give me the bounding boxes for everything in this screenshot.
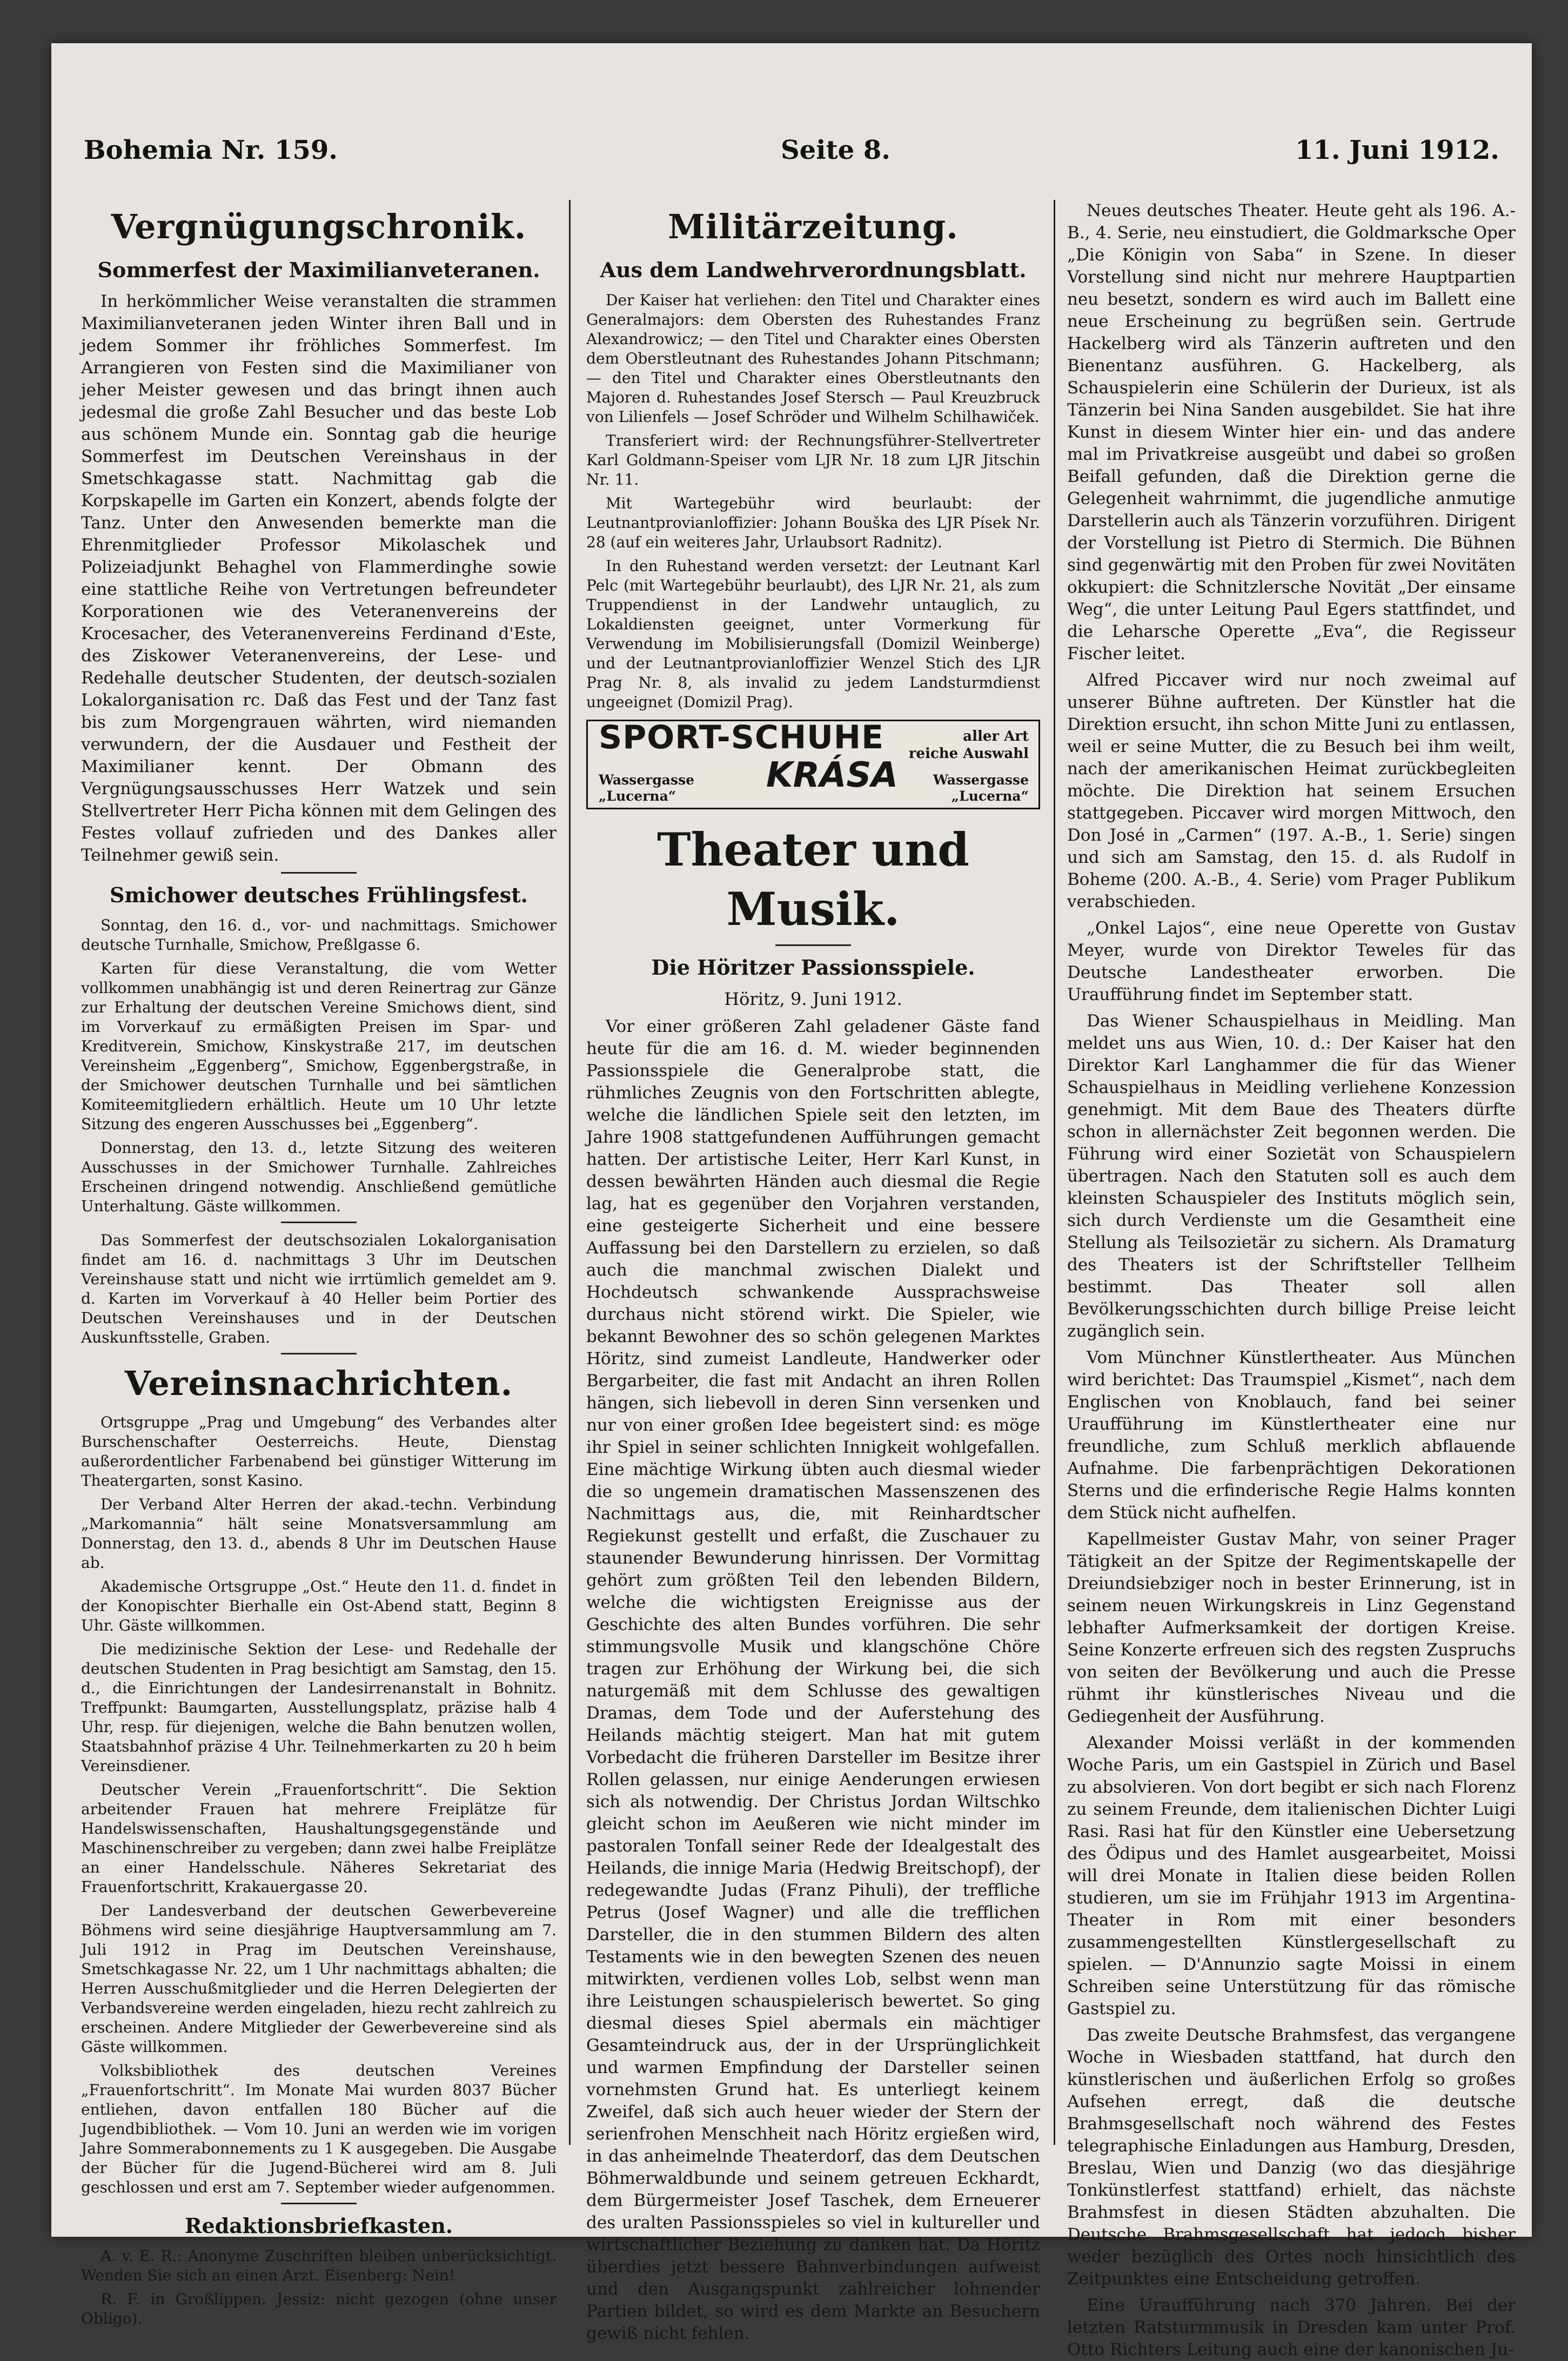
club-notice-1: Ortsgruppe „Prag und Umgebung“ des Verbandes alter Burschenschafter Oesterreichs. Heute, Dienstag außerordentlicher Farbenabend bei günstiger Witterung im Theatergarten, sonst Kasino. [81,1413,557,1490]
military-notice-4: In den Ruhestand werden versetzt: der Leutnant Karl Pelc (mit Wartegebühr beurlaubt), des LJR Nr. 21, als zum Truppendienst in der Landwehr untauglich, zu Lokaldiensten geeignet, unter Vormerkung für Verwendung im Mobilisierungsfall (Domizil Weinberge) und der Leutnantprovianloffizier Wenzel Stich des LJR Prag Nr. 8, als invalid zu jedem Landsturmdienst ungeeignet (Domizil Prag). [586,557,1040,711]
theater-news-7: Alexander Moissi verläßt in der kommenden Woche Paris, um ein Gastspiel in Zürich und Basel zu absolvieren. Von dort begibt er sich nach Florenz zu seinem Freunde, dem italienischen Dichter Luigi Rasi. Rasi hat für den Künstler eine Uebersetzung des Ödipus und des Hamlet ausgearbeitet, Moissi will drei Monate in Italien diese beiden Rollen studieren, um sie im Frühjahr 1913 im Argentina-Theater in Rom mit einer besonders zusammengestellten Künstlergesellschaft zu spielen. — D'Annunzio sagte Moissi in einem Schreiben seine Unterstützung für das römische Gastspiel zu. [1067,1733,1516,2018]
divider [281,872,357,874]
masthead [84,124,1499,173]
section-heading-militaerzeitung: Militärzeitung. [668,207,959,246]
article-heading-landwehr: Aus dem Landwehrverordnungsblatt. [600,258,1027,282]
letterbox-reply-1: A. v. E. R.: Anonyme Zuschriften bleiben unberücksichtigt. Wenden Sie sich an einen Arzt. Eisenberg: Nein! [81,2247,557,2284]
divider [281,1353,357,1354]
article-body-hoeritz: Vor einer größeren Zahl geladener Gäste fand heute für die am 16. d. M. wieder beginnenden Passionsspiele die Generalprobe statt, die rühmliches Zeugnis von den Fortschritten ablegte, welche die ländlichen Spiele seit den letzten, im Jahre 1908 stattgefundenen Aufführungen gemacht hatten. Der artistische Leiter, Herr Karl Kunst, in dessen bewährten Händen auch diesmal die Regie lag, hat es gegenüber den Vorjahren verstanden, eine gesteigerte Sicherheit und eine bessere Auffassung bei den Darstellern zu erzielen, so daß auch die manchmal zwischen Dialekt und Hochdeutsch schwankende Aussprachsweise durchaus nicht störend wirkt. Die Spieler, wie bekannt Bewohner des so schön gelegenen Marktes Höritz, sind zumeist Landleute, Handwerker oder Bergarbeiter, die fast mit Andacht an ihren Rollen hängen, sich liebevoll in deren Sinn versenken und nur von einer großen Idee begeistert sind: es möge ihr Spiel in seiner schlichten Innigkeit wohlgefallen. Eine mächtige Wirkung übten auch diesmal wieder die so ungemein dramatischen Massenszenen des Nachmittags aus, die, mit Reinhardtscher Regiekunst gestellt und erfaßt, die Zuschauer zu staunender Bewunderung hinrissen. Der Vormittag gehört zum größten Teil den lebenden Bildern, welche die wichtigsten Ereignisse aus der Geschichte des alten Bundes vorführen. Die sehr stimmungsvolle Musik und klangschöne Chöre tragen zur Erhöhung der Wirkung bei, die sich naturgemäß mit dem Schlusse des gewaltigen Dramas, dem Tode und der Auferstehung des Heilands mächtig steigert. Man hat mit gutem Vorbedacht die früheren Darsteller im Besitze ihrer Rollen gelassen, nur einige Aenderungen erwiesen sich als notwendig. Der Christus Jordan Wiltschko gleicht schon im Aeußeren wie nicht minder im pastoralen Tonfall seiner Rede der Idealgestalt des Heilands, die innige Maria (Hedwig Breitschopf), der redegewandte Judas (Franz Pihuli), der treffliche Petrus (Josef Wagner) und alle die trefflichen Darsteller, die in den stummen Bildern des alten Testaments wie in den bewegten Szenen des neuen mitwirkten, verdienen volles Lob, selbst wenn man ihre Leistungen schauspielerisch bewertet. So ging diesmal dieses Spiel abermals ein mächtiger Gesamteindruck aus, der in der Ursprünglichkeit und warmen Empfindung der Darsteller seinen vornehmsten Grund hat. Es unterliegt keinem Zweifel, daß sich auch heuer wieder der Stern der serienfrohen Menschheit nach Höritz ergießen wird, in das anheimelnde Theaterdorf, das dem Deutschen Böhmerwaldbunde und seinem getreuen Eckhardt, dem Bürgermeister Josef Taschek, dem Erneuerer des uralten Passionsspieles so viel in kultureller und wirtschaftlicher Beziehung zu danken hat. Da Höritz überdies jetzt bessere Bahnverbindungen aufweist und den Ausgangspunkt zahlreicher lohnender Partien bildet, so wird es dem Markte an Besuchern gewiß nicht fehlen. [586,1017,1040,2343]
article-heading-hoeritz: Die Höritzer Passionsspiele. [651,955,975,980]
theater-news-4: Das Wiener Schauspielhaus in Meidling. Man meldet uns aus Wien, 10. d.: Der Kaiser hat den Direktor Karl Langhammer die für das Wiener Schauspielhaus in Meidling verliehene Konzession genehmigt. Mit dem Baue des Theaters dürfte schon in allernächster Zeit begonnen werden. Die Führung wird einer Sozietät von Schauspielern übertragen. Nach den Statuten soll es auch dem kleinsten Schauspieler des Instituts möglich sein, sich durch Verdienste um die Gesamtheit eine Stellung als Teilsozietär zu sichern. Als Dramaturg des Theaters ist der Schriftsteller Tellheim bestimmt. Das Theater soll allen Bevölkerungsschichten durch billige Preise leicht zugänglich sein. [1067,1011,1516,1341]
newspaper-page [51,43,1532,2359]
theater-news-9: Eine Uraufführung nach 370 Jahren. Bei der letzten Ratsturmmusik in Dresden kam unter Prof. Otto Richters Leitung auch eine der kanonischen Ju- [1067,2296,1516,2359]
military-notice-2: Transferiert wird: der Rechnungsführer-Stellvertreter Karl Goldmann-Speiser vom LJR Nr. 18 zum LJR Jitschin Nr. 11. [586,432,1040,488]
club-notice-5: Deutscher Verein „Frauenfortschritt“. Die Sektion arbeitender Frauen hat mehrere Freiplätze für Handelswissenschaften, Haushaltungsgegenstände und Maschinenschreiber zu vergeben; dann zwei halbe Freiplätze an einer Handelsschule. Näheres Sekretariat des Frauenfortschritt, Krakauergasse 20. [81,1781,557,1896]
article-heading-smichow: Smichower deutsches Frühlingsfest. [110,883,528,907]
ad-claim: aller Art reiche Auswahl [908,728,1029,762]
article-heading-sommerfest: Sommerfest der Maximilianveteranen. [97,258,540,282]
theater-news-3: „Onkel Lajos“, eine neue Operette von Gustav Meyer, wurde von Direktor Teweles für das Deutsche Landestheater erworben. Die Uraufführung findet im September statt. [1067,918,1516,1004]
ad-shop-name: KRÁSA [766,755,899,795]
article-body-sommerfest: In herkömmlicher Weise veranstalten die strammen Maximilianveteranen jeden Winter ihren Ball und in jedem Sommer ihr fröhliches Sommerfest. Im Arrangieren von Festen sind die Maximilianer von jeher Meister gewesen und das bringt ihnen auch jedesmal die große Zahl Besucher und das beste Lob aus schönem Munde ein. Sonntag gab die heurige Sommerfest im Deutschen Vereinshaus in der Smetschkagasse statt. Nachmittag gab die Korpskapelle im Garten ein Konzert, abends folgte der Tanz. Unter den Anwesenden bemerkte man die Ehrenmitglieder Professor Mikolaschek und Polizeiadjunkt Behaghel von Flammerdinghe sowie eine stattliche Reihe von Vertretungen befreundeter Korporationen wie des Veteranenvereins der Krocesacher, des Veteranenvereins Ferdinand d'Este, des Ziskower Veteranenvereins, der Lese- und Redehalle deutscher Studenten, der deutsch-sozialen Lokalorganisation rc. Daß das Fest und der Tanz fast bis zum Morgengrauen währten, wird niemanden verwundern, der die Ausdauer und Festheit der Maximilianer kennt. Der Obmann des Vergnügungsausschusses Herr Watzek und sein Stellvertreter Herr Picha können mit dem Gelingen des Festes vollauf zufrieden und des Dankes aller Teilnehmer gewiß sein. [81,292,557,865]
letterbox-reply-2: R. F. in Großlippen. Jessiz: nicht gezogen (ohne unser Obligo). [81,2290,557,2328]
ad-address-left: Wassergasse „Lucerna“ [599,772,695,804]
page-number: Seite 8. [781,135,890,165]
column-divider-2 [1054,200,1055,2145]
club-notice-7: Volksbibliothek des deutschen Vereines „Frauenfortschritt“. Im Monate Mai wurden 8037 Bücher entliehen, davon entfallen 180 Bücher auf die Jugendbibliothek. — Vom 10. Juni an werden wie im vorigen Jahre Sommerabonnements zu 1 K ausgegeben. Die Ausgabe der Bücher für die Jugend-Bücherei wird am 8. Juli geschlossen und erst am 7. September wieder aufgenommen. [81,2062,557,2196]
column-2 [586,200,1040,2343]
divider [281,2203,357,2204]
article-body-smichow-3: Donnerstag, den 13. d., letzte Sitzung des weiteren Ausschusses in der Smichower Turnhalle. Zahlreiches Erscheinen dringend notwendig. Anschließend gemütliche Unterhaltung. Gäste willkommen. [81,1139,557,1215]
ad-address-right: Wassergasse „Lucerna“ [933,772,1029,804]
column-3 [1067,200,1516,2359]
advertisement-sport-schuhe [586,720,1040,809]
article-body-smichow-1: Sonntag, den 16. d., vor- und nachmittags. Smichower deutsche Turnhalle, Smichow, Preßlgasse 6. [81,916,557,954]
club-notice-6: Der Landesverband der deutschen Gewerbevereine Böhmens wird seine diesjährige Hauptversammlung am 7. Juli 1912 in Prag im Deutschen Vereinshause, Smetschkagasse Nr. 22, um 1 Uhr nachmittags abhalten; die Herren Ausschußmitglieder und die Herren Delegierten der Verbandsvereine werden eingeladen, hiezu recht zahlreich zu erscheinen. Andere Mitglieder der Gewerbevereine sind als Gäste willkommen. [81,1902,557,2056]
club-notice-4: Die medizinische Sektion der Lese- und Redehalle der deutschen Studenten in Prag besichtigt am Samstag, den 15. d., die Einrichtungen der Landesirrenanstalt in Bohnitz. Treffpunkt: Baumgarten, Ausstellungsplatz, präzise halb 4 Uhr, resp. für diejenigen, welche die Bahn benutzen wollen, Staatsbahnhof präzise 4 Uhr. Teilnehmerkarten zu 20 h beim Vereinsdiener. [81,1640,557,1775]
theater-news-8: Das zweite Deutsche Brahmsfest, das vergangene Woche in Wiesbaden stattfand, hat durch den künstlerischen und äußerlichen Erfolg so großes Aufsehen erregt, daß die deutsche Brahmsgesellschaft noch während des Festes telegraphische Einladungen aus Hamburg, Dresden, Breslau, Wien und Danzig (wo das diesjährige Tonkünstlerfest stattfand) erhielt, das nächste Brahmsfest in diesen Städten abzuhalten. Die Deutsche Brahmsgesellschaft hat jedoch bisher weder bezüglich des Ortes noch hinsichtlich des Zeitpunktes eine Entscheidung getroffen. [1067,2025,1516,2289]
column-1 [81,200,557,2328]
military-notice-3: Mit Wartegebühr wird beurlaubt: der Leutnantprovianloffizier: Johann Bouška des LJR Písek Nr. 28 (auf ein weiteres Jahr, Urlaubsort Radnitz). [586,494,1040,551]
section-heading-vergnuegungschronik: Vergnügungschronik. [111,207,527,246]
article-body-lokalorganisation: Das Sommerfest der deutschsozialen Lokalorganisation findet am 16. d. nachmittags 3 Uhr im Deutschen Vereinshause statt und nicht wie irrtümlich gemeldet am 9. d. Karten im Vorverkauf à 40 Heller beim Portier des Deutschen Vereinshauses und in der Deutschen Auskunftsstelle, Graben. [81,1231,557,1346]
theater-news-2: Alfred Piccaver wird nur noch zweimal auf unserer Bühne auftreten. Der Künstler hat die Direktion ersucht, ihn schon Mitte Juni zu entlassen, weil er seine Mutter, die zu Besuch bei ihm weilt, nach der amerikanischen Heimat zurückbegleiten möchte. Die Direktion hat seinem Ersuchen stattgegeben. Piccaver wird morgen Mittwoch, den Don José in „Carmen“ (197. A.-B., 1. Serie) singen und sich am Samstag, den 15. d. als Rudolf in Boheme (200. A.-B., 4. Serie) vom Prager Publikum verabschieden. [1067,670,1516,911]
section-heading-vereinsnachrichten: Vereinsnachrichten. [124,1364,513,1403]
divider [775,944,851,946]
section-heading-theater: Theater und Musik. [656,823,970,936]
theater-news-6: Kapellmeister Gustav Mahr, von seiner Prager Tätigkeit an der Spitze der Regimentskapelle der Dreiundsiebziger noch in bester Erinnerung, ist in seinem neuen Wirkungskreis in Linz Gegenstand lebhafter Aufmerksamkeit der dortigen Kreise. Seine Konzerte erfreuen sich des regsten Zuspruchs von seiten der Bevölkerung und auch die Presse rühmt ihr künstlerisches Niveau und die Gediegenheit der Ausführung. [1067,1530,1516,1726]
theater-news-1: Neues deutsches Theater. Heute geht als 196. A.-B., 4. Serie, neu einstudiert, die Goldmarksche Oper „Die Königin von Saba“ in Szene. In dieser Vorstellung sind nicht nur mehrere Hauptpartien neu besetzt, sondern es wird auch im Ballett eine neue Erscheinung zu begrüßen sein. Gertrude Hackelberg wird als Tänzerin auftreten und den Bienentanz ausführen. G. Hackelberg, als Schauspielerin eine Schülerin der Durieux, ist als Tänzerin bei Nina Sanden ausgebildet. Sie hat ihre Kunst in diesem Winter hier ein- und das andere mal im Privatkreise ausgeübt und dabei so großen Beifall gefunden, daß die Direktion gerne die Gelegenheit wahrnimmt, die jugendliche anmutige Darstellerin auch als Tänzerin vorzuführen. Dirigent der Vorstellung ist Pietro di Stermich. Die Bühnen sind gegenwärtig mit den Proben für zwei Novitäten okkupiert: die Schnitzlersche Novität „Der einsame Weg“, die unter Leitung Paul Egers stattfindet, und die Leharsche Operette „Eva“, die Regisseur Fischer leitet. [1067,201,1516,663]
column-divider-1 [569,200,571,2145]
military-notice-1: Der Kaiser hat verliehen: den Titel und Charakter eines Generalmajors: dem Obersten des Ruhestandes Franz Alexandrowicz; — den Titel und Charakter eines Obersten dem Oberstleutnant des Ruhestandes Johann Pitschmann; — den Titel und Charakter eines Oberstleutnants den Majoren d. Ruhestandes Josef Stersch — Paul Kreuzbruck von Lilienfels — Josef Schröder und Wilhelm Schilhawiček. [586,291,1040,426]
dateline: Höritz, 9. Juni 1912. [724,989,902,1009]
theater-news-5: Vom Münchner Künstlertheater. Aus München wird berichtet: Das Traumspiel „Kismet“, nach dem Englischen von Knoblauch, fand bei seiner Uraufführung im Künstlertheater eine nur freundliche, zum Schluß merklich abflauende Aufnahme. Die farbenprächtigen Dekorationen Sterns und die erfinderische Regie Halms konnten dem Stück nicht aufhelfen. [1067,1348,1516,1522]
section-heading-redaktionsbriefkasten: Redaktionsbriefkasten. [184,2214,453,2238]
issue-number: Bohemia Nr. 159. [84,135,338,165]
divider [281,1222,357,1223]
club-notice-2: Der Verband Alter Herren der akad.-techn. Verbindung „Markomannia“ hält seine Monatsversammlung am Donnerstag, den 13. d., abends 8 Uhr im Deutschen Hause ab. [81,1495,557,1572]
issue-date: 11. Juni 1912. [1295,135,1499,165]
club-notice-3: Akademische Ortsgruppe „Ost.“ Heute den 11. d. findet in der Konopischter Bierhalle ein Ost-Abend statt, Beginn 8 Uhr. Gäste willkommen. [81,1578,557,1634]
ad-brand: SPORT-SCHUHE [599,719,884,756]
article-body-smichow-2: Karten für diese Veranstaltung, die vom Wetter vollkommen unabhängig ist und deren Reinertrag zur Gänze zur Erhaltung der deutschen Vereine Smichows dient, sind im Vorverkauf zu ermäßigten Preisen im Spar- und Kreditverein, Smichow, Kinskystraße 217, im deutschen Vereinsheim „Eggenberg“, Smichow, Eggenbergstraße, in der Smichower deutschen Turnhalle und bei sämtlichen Komiteemitgliedern erhältlich. Heute um 10 Uhr letzte Sitzung des engeren Ausschusses bei „Eggenberg“. [81,960,557,1133]
